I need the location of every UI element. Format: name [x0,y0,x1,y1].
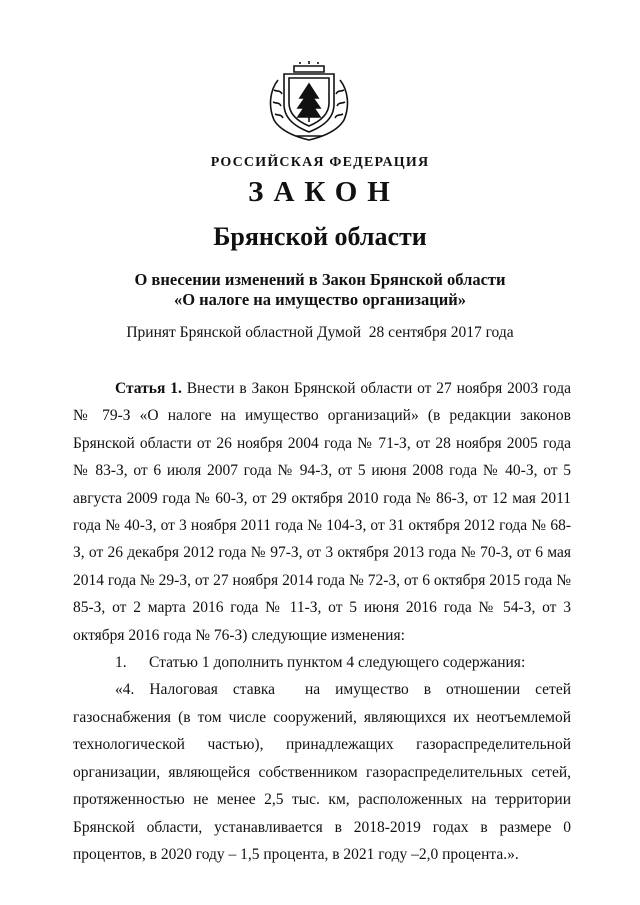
document-type-title: ЗАКОН [248,176,400,208]
region-title: Брянской области [213,222,427,251]
law-body [73,375,575,868]
bryansk-coat-of-arms-icon [264,60,354,142]
item-number: 1. [115,654,127,672]
article-label: Статья 1. [115,380,182,397]
item-text: Статью 1 дополнить пунктом 4 следующего содержания: [149,654,526,672]
list-item [73,649,571,676]
law-subject [0,270,640,310]
law-subject-line-2: «О налоге на имущество организаций» [173,290,467,309]
article-text: Внести в Закон Брянской области от 27 ноября 2003 года № 79-З «О налоге на имущество организаций» (в редакции законов Брянской области от 26 ноября 2004 года № 71-З, от 28 ноября 2005 года № 83-З, от 6 июля 2007 года № 94-З, от 5 июня 2008 года № 40-З, от 5 августа 2009 года № 60-З, от 29 октября 2010 года № 86-З, от 12 мая 2011 года № 40-З, от 3 ноября 2011 года № 104-З, от 31 октября 2012 года № 68-З, от 26 декабря 2012 года № 97-З, от 3 октября 2013 года № 70-З, от 6 мая 2014 года № 29-З, от 27 ноября 2014 года № 72-З, от 6 октября 2015 года № 85-З, от 2 марта 2016 года № 11-З, от 5 июня 2016 года № 54-З, от 3 октября 2016 года № 76-З) следующие изменения: [73,380,572,644]
article-1-paragraph [73,375,571,649]
adoption-line: Принят Брянской областной Думой 28 сентября 2017 года [126,324,514,341]
country-title: РОССИЙСКАЯ ФЕДЕРАЦИЯ [210,155,430,170]
law-subject-line-1: О внесении изменений в Закон Брянской области [134,270,506,289]
quote-paragraph: «4. Налоговая ставка на имущество в отношении сетей газоснабжения (в том числе сооружений, являющихся их неотъемлемой технологической частью), принадлежащих газораспределительной организации, являющейся собственником газораспределительных сетей, протяженностью не менее 2,5 тыс. км, расположенных на территории Брянской области, устанавливается в 2018-2019 годах в размере 0 процентов, в 2020 году – 1,5 процента, в 2021 году –2,0 процента.». [73,681,575,863]
